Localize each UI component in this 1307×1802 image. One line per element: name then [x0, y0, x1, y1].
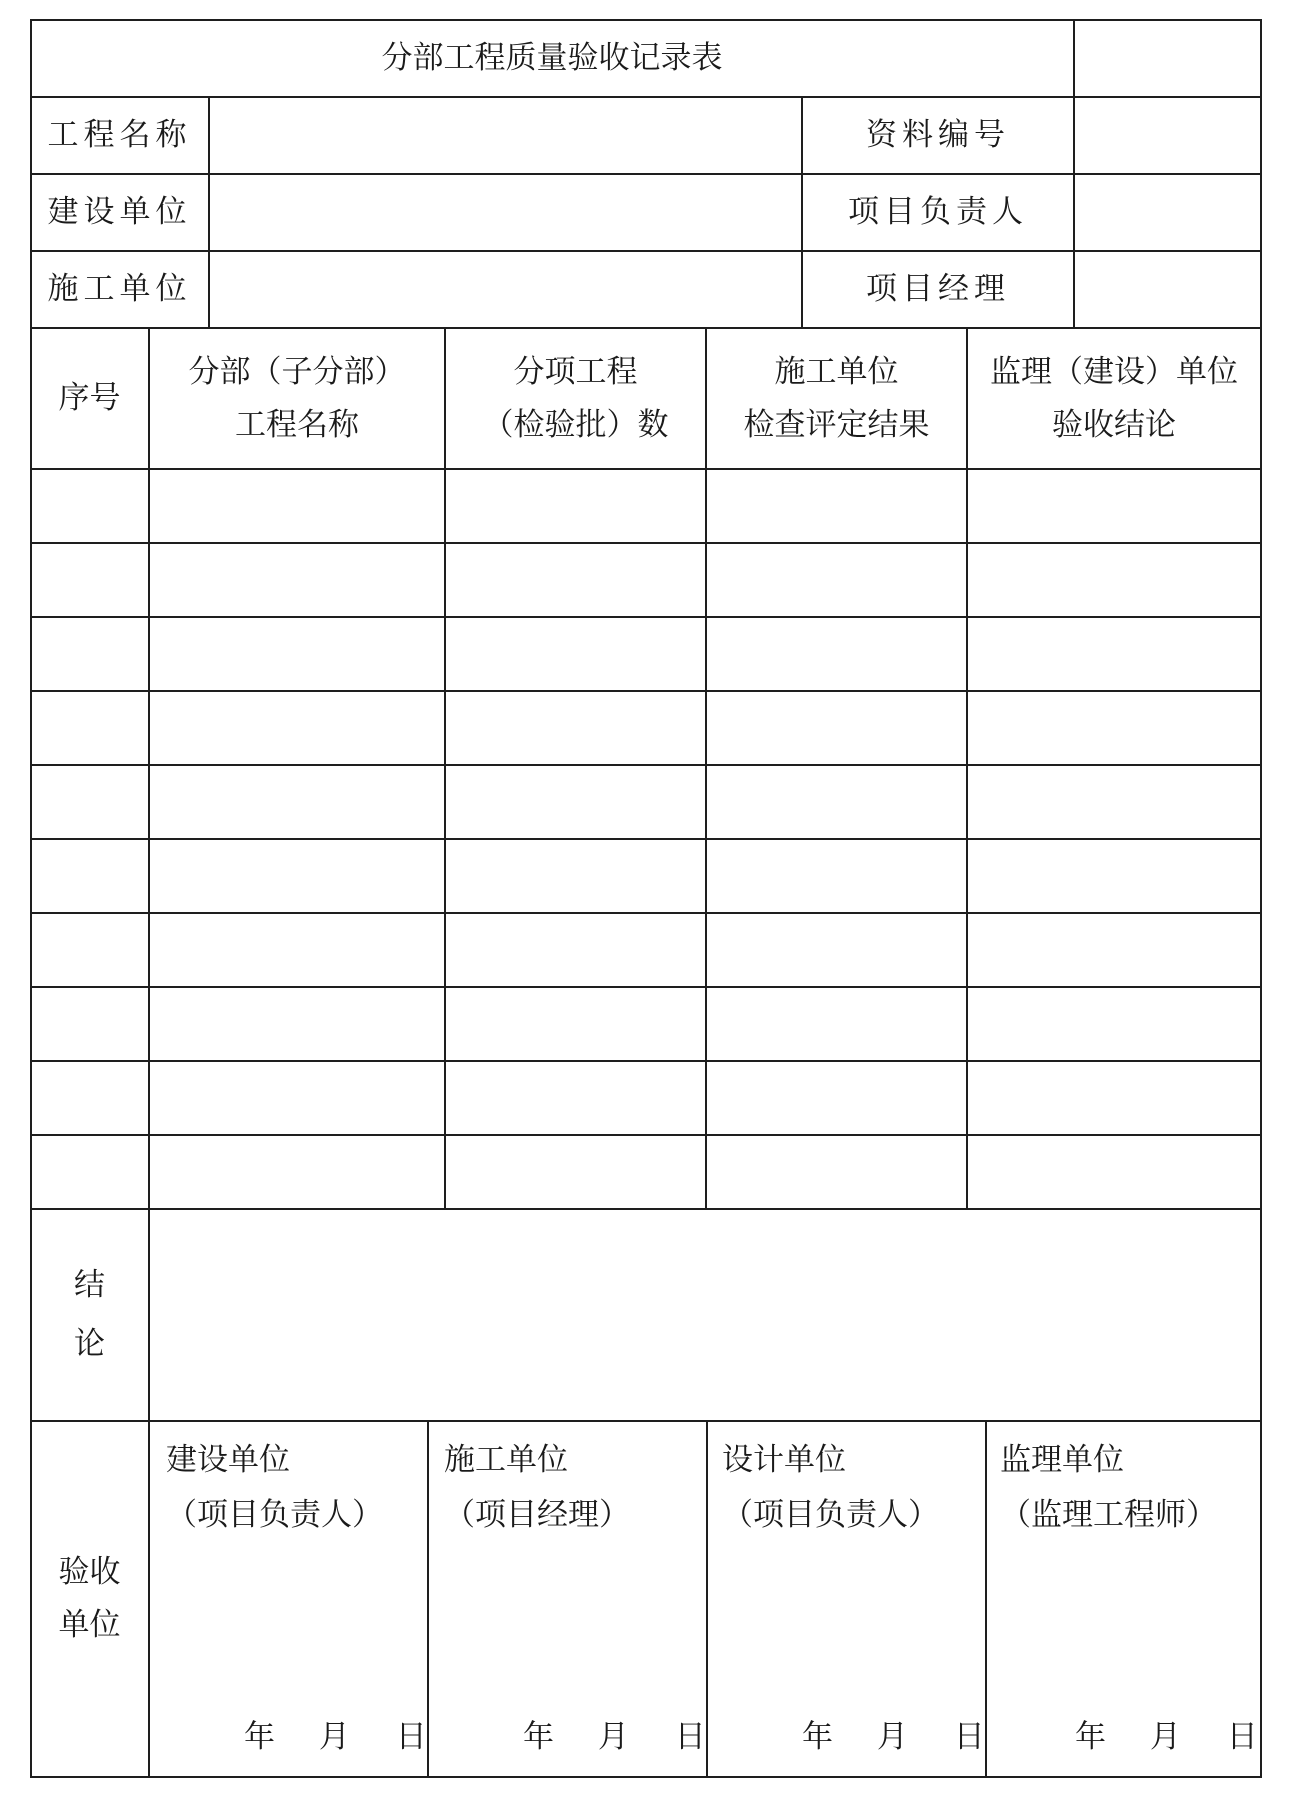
table-cell-supervisor-conclusion[interactable] — [968, 840, 1260, 912]
header-contractor-result-line2: 检查评定结果 — [743, 406, 930, 443]
table-cell-subdivision-name[interactable] — [150, 692, 444, 764]
signer-supervisor-unit: 监理单位 — [1000, 1442, 1124, 1478]
table-cell-contractor-result[interactable] — [707, 544, 966, 616]
acceptance-units-label-line2: 单位 — [58, 1606, 121, 1643]
table-cell-supervisor-conclusion[interactable] — [968, 470, 1260, 542]
project-manager-label: 项目经理 — [866, 271, 1010, 307]
header-subdivision-name-line1: 分部（子分部） — [188, 353, 406, 390]
project-lead-label: 项目负责人 — [848, 194, 1028, 230]
table-cell-serial[interactable] — [31, 470, 148, 542]
table-cell-subdivision-name[interactable] — [150, 1136, 444, 1208]
table-cell-serial[interactable] — [31, 988, 148, 1060]
table-cell-supervisor-conclusion[interactable] — [968, 1136, 1260, 1208]
table-cell-item-count[interactable] — [446, 618, 705, 690]
table-cell-item-count[interactable] — [446, 988, 705, 1060]
border-right — [1260, 19, 1262, 1778]
date-month: 月 — [597, 1719, 629, 1755]
signer-owner-date — [244, 1719, 427, 1755]
table-cell-item-count[interactable] — [446, 766, 705, 838]
construction-owner-label: 建设单位 — [47, 194, 192, 230]
table-cell-serial[interactable] — [31, 544, 148, 616]
table-cell-item-count[interactable] — [446, 470, 705, 542]
project-name-label: 工程名称 — [47, 117, 192, 153]
table-cell-supervisor-conclusion[interactable] — [968, 988, 1260, 1060]
table-cell-contractor-result[interactable] — [707, 840, 966, 912]
table-cell-supervisor-conclusion[interactable] — [968, 618, 1260, 690]
table-cell-serial[interactable] — [31, 692, 148, 764]
table-cell-serial[interactable] — [31, 766, 148, 838]
document-number-label: 资料编号 — [866, 117, 1010, 153]
title-code-field[interactable] — [1075, 20, 1260, 97]
table-cell-item-count[interactable] — [446, 1062, 705, 1134]
table-cell-supervisor-conclusion[interactable] — [968, 914, 1260, 986]
table-cell-item-count[interactable] — [446, 840, 705, 912]
table-cell-subdivision-name[interactable] — [150, 470, 444, 542]
header-serial-number: 序号 — [58, 380, 121, 416]
header-subdivision-name-line2: 工程名称 — [235, 406, 359, 443]
table-cell-subdivision-name[interactable] — [150, 544, 444, 616]
table-cell-item-count[interactable] — [446, 692, 705, 764]
table-cell-serial[interactable] — [31, 840, 148, 912]
header-supervisor-conclusion — [968, 328, 1260, 469]
construction-owner-field[interactable] — [210, 174, 801, 251]
table-cell-contractor-result[interactable] — [707, 470, 966, 542]
table-cell-item-count[interactable] — [446, 544, 705, 616]
date-day: 日 — [395, 1719, 427, 1755]
signer-designer-unit: 设计单位 — [722, 1442, 846, 1478]
table-cell-subdivision-name[interactable] — [150, 1062, 444, 1134]
signer-owner-unit: 建设单位 — [166, 1442, 290, 1478]
table-cell-contractor-result[interactable] — [707, 766, 966, 838]
table-cell-contractor-result[interactable] — [707, 1062, 966, 1134]
signer-contractor-unit: 施工单位 — [444, 1442, 568, 1478]
table-cell-contractor-result[interactable] — [707, 692, 966, 764]
header-item-count-line2: （检验批）数 — [482, 406, 669, 443]
contractor-field[interactable] — [210, 251, 801, 328]
date-day: 日 — [1226, 1719, 1258, 1755]
table-cell-item-count[interactable] — [446, 914, 705, 986]
signer-designer-date — [802, 1719, 985, 1755]
signer-supervisor-role: （监理工程师） — [1000, 1497, 1217, 1533]
conclusion-label-line1: 结 — [74, 1267, 105, 1303]
table-cell-supervisor-conclusion[interactable] — [968, 1062, 1260, 1134]
table-cell-subdivision-name[interactable] — [150, 840, 444, 912]
date-year: 年 — [1075, 1719, 1106, 1755]
date-month: 月 — [318, 1719, 350, 1755]
signer-contractor-date — [523, 1719, 706, 1755]
table-cell-serial[interactable] — [31, 618, 148, 690]
signer-supervisor-date — [1075, 1719, 1258, 1755]
border-bottom — [30, 1776, 1262, 1778]
header-contractor-result — [707, 328, 966, 469]
signer-owner-role: （项目负责人） — [166, 1497, 383, 1533]
date-year: 年 — [244, 1719, 275, 1755]
table-cell-subdivision-name[interactable] — [150, 618, 444, 690]
table-cell-serial[interactable] — [31, 1062, 148, 1134]
table-cell-subdivision-name[interactable] — [150, 914, 444, 986]
date-year: 年 — [802, 1719, 833, 1755]
table-cell-contractor-result[interactable] — [707, 914, 966, 986]
form-title: 分部工程质量验收记录表 — [381, 40, 723, 76]
date-month: 月 — [876, 1719, 908, 1755]
acceptance-units-label — [31, 1421, 148, 1776]
contractor-label: 施工单位 — [47, 271, 192, 307]
table-cell-item-count[interactable] — [446, 1136, 705, 1208]
header-supervisor-conclusion-line2: 验收结论 — [1052, 406, 1176, 443]
project-lead-field[interactable] — [1075, 174, 1260, 251]
acceptance-units-label-line1: 验收 — [58, 1553, 121, 1590]
table-cell-subdivision-name[interactable] — [150, 766, 444, 838]
project-manager-field[interactable] — [1075, 251, 1260, 328]
table-cell-serial[interactable] — [31, 914, 148, 986]
table-cell-subdivision-name[interactable] — [150, 988, 444, 1060]
signer-contractor-role: （项目经理） — [444, 1497, 630, 1533]
table-cell-contractor-result[interactable] — [707, 1136, 966, 1208]
header-item-count-line1: 分项工程 — [513, 353, 638, 390]
table-cell-supervisor-conclusion[interactable] — [968, 766, 1260, 838]
date-day: 日 — [953, 1719, 985, 1755]
conclusion-label-line2: 论 — [74, 1326, 105, 1362]
conclusion-label — [31, 1209, 148, 1421]
document-number-field[interactable] — [1075, 97, 1260, 174]
header-subdivision-name — [150, 328, 444, 469]
table-cell-supervisor-conclusion[interactable] — [968, 544, 1260, 616]
header-supervisor-conclusion-line1: 监理（建设）单位 — [990, 353, 1238, 390]
table-cell-supervisor-conclusion[interactable] — [968, 692, 1260, 764]
signer-designer-role: （项目负责人） — [722, 1497, 939, 1533]
header-item-count — [446, 328, 705, 469]
table-cell-serial[interactable] — [31, 1136, 148, 1208]
header-contractor-result-line1: 施工单位 — [774, 353, 899, 390]
project-name-field[interactable] — [210, 97, 801, 174]
table-cell-contractor-result[interactable] — [707, 988, 966, 1060]
date-day: 日 — [674, 1719, 706, 1755]
date-year: 年 — [523, 1719, 554, 1755]
date-month: 月 — [1149, 1719, 1181, 1755]
conclusion-field[interactable] — [150, 1210, 1260, 1420]
table-cell-contractor-result[interactable] — [707, 618, 966, 690]
